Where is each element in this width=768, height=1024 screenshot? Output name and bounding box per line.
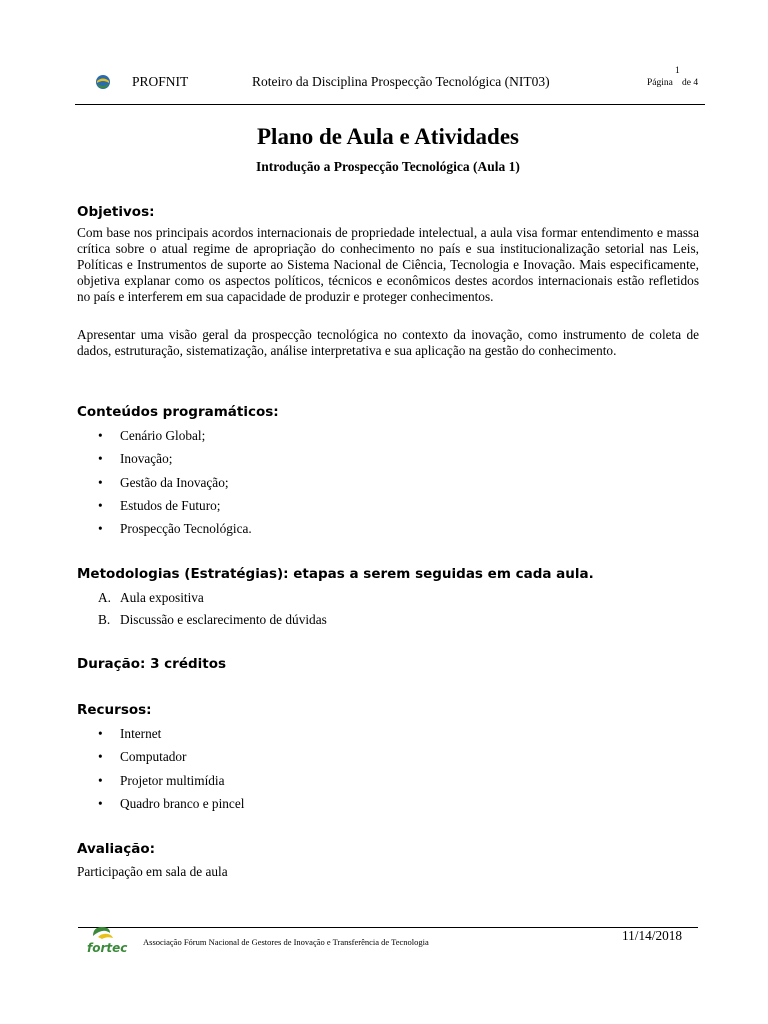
header-divider bbox=[75, 104, 705, 105]
recursos-heading: Recursos: bbox=[77, 702, 152, 718]
duracao-heading: Duração: 3 créditos bbox=[77, 656, 227, 672]
list-item: A. Aula expositiva bbox=[98, 590, 204, 605]
objetivos-paragraph-1: Com base nos principais acordos internacionais de propriedade intelectual, a aula visa formar entendimento e massa crítica sobre o atual regime de apropriação do conhecimento no país e sua institucionalização setorial nas Leis, Políticas e Instrumentos de suporte ao Sistema Nacional de Ciência, Tecnologia e Inovação. Mais especificamente, objetiva explanar como os aspectos políticos, técnicos e econômicos destes acordos internacionais estão refletidos no país e interferem em sua capacidade de produzir e proteger conhecimentos. bbox=[77, 225, 699, 304]
bullet-icon: • bbox=[98, 795, 103, 811]
bullet-icon: • bbox=[98, 726, 103, 741]
objetivos-paragraph-2: Apresentar uma visão geral da prospecção tecnológica no contexto da inovação, como instrumento de coleta de dados, estruturação, sistematização, análise interpretativa e sua aplicação na gestão do conhecimento. bbox=[77, 327, 699, 358]
list-item: • Prospecção Tecnológica. bbox=[98, 521, 252, 537]
bullet-icon: • bbox=[98, 772, 103, 788]
list-item: • Cenário Global; bbox=[98, 428, 206, 443]
header-logo bbox=[95, 74, 111, 90]
list-item: • Quadro branco e pincel bbox=[98, 795, 245, 811]
globe-logo-icon bbox=[95, 74, 111, 90]
recursos-list bbox=[98, 726, 244, 819]
bullet-icon: • bbox=[98, 451, 103, 467]
list-item: • Projetor multimídia bbox=[98, 772, 225, 788]
footer-date: 11/14/2018 bbox=[622, 928, 683, 943]
fortec-logo-text: fortec bbox=[87, 941, 128, 955]
bullet-icon: • bbox=[98, 428, 103, 443]
bullet-icon: • bbox=[98, 521, 103, 537]
metodologias-heading: Metodologias (Estratégias): etapas a serem seguidas em cada aula. bbox=[77, 566, 594, 582]
bullet-icon: • bbox=[98, 497, 103, 513]
bullet-icon: • bbox=[98, 474, 103, 490]
objetivos-heading: Objetivos: bbox=[77, 204, 155, 220]
list-item: • Gestão da Inovação; bbox=[98, 474, 229, 490]
page-number: 1 bbox=[675, 66, 680, 76]
page-total: de 4 bbox=[682, 78, 699, 88]
list-item: B. Discussão e esclarecimento de dúvidas bbox=[98, 611, 327, 627]
page-subtitle: Introdução a Prospecção Tecnológica (Aula 1) bbox=[256, 159, 520, 174]
page-title: Plano de Aula e Atividades bbox=[257, 124, 519, 149]
header-doc-title: Roteiro da Disciplina Prospecção Tecnológica (NIT03) bbox=[252, 74, 550, 89]
header-org: PROFNIT bbox=[132, 74, 189, 89]
avaliacao-text: Participação em sala de aula bbox=[77, 864, 228, 879]
page-label: Página bbox=[647, 78, 673, 88]
footer-divider bbox=[78, 927, 698, 928]
footer-org-name: Associação Fórum Nacional de Gestores de Inovação e Transferência de Tecnologia bbox=[143, 937, 429, 947]
avaliacao-heading: Avaliação: bbox=[77, 841, 156, 857]
list-item: • Estudos de Futuro; bbox=[98, 497, 221, 513]
bullet-icon: • bbox=[98, 749, 103, 765]
list-item: • Computador bbox=[98, 749, 187, 765]
conteudos-list bbox=[98, 428, 252, 544]
conteudos-heading: Conteúdos programáticos: bbox=[77, 404, 279, 420]
list-item: • Internet bbox=[98, 726, 162, 741]
list-item: • Inovação; bbox=[98, 451, 173, 467]
fortec-logo-icon bbox=[90, 924, 116, 942]
metodologias-list bbox=[98, 590, 327, 633]
